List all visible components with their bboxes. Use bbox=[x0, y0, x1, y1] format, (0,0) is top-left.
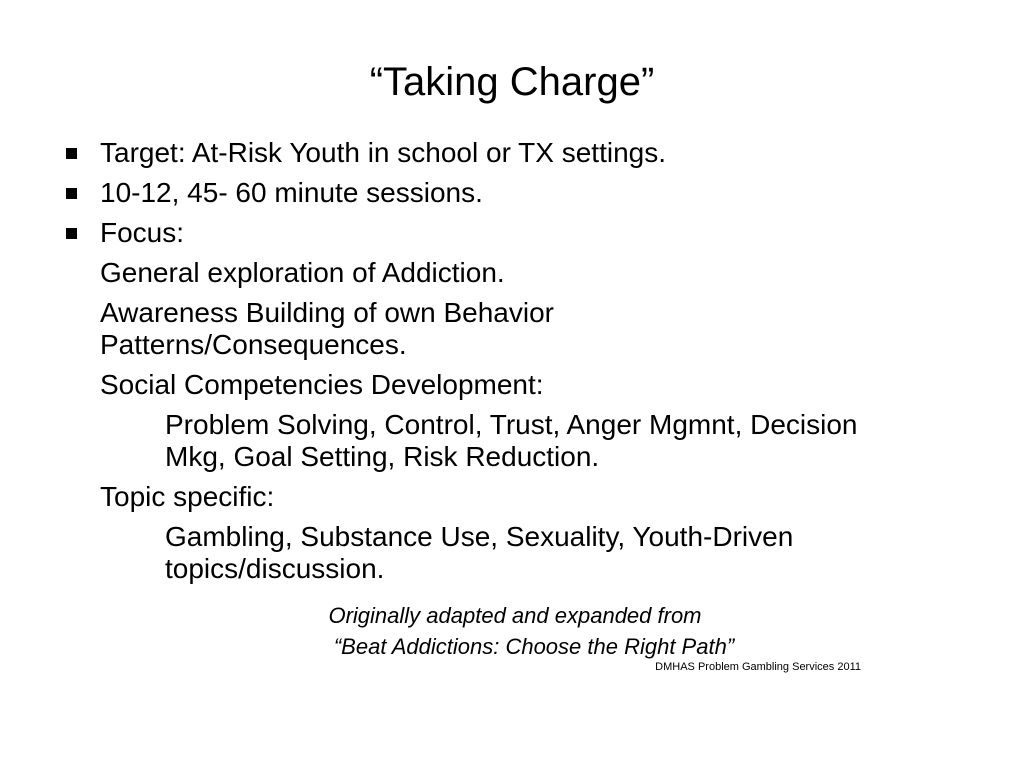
credit-line-2: “Beat Addictions: Choose the Right Path” bbox=[333, 634, 735, 659]
footer-text: DMHAS Problem Gambling Services 2011 bbox=[655, 661, 861, 673]
focus-social-detail: Problem Solving, Control, Trust, Anger Mgmnt, Decision Mkg, Goal Setting, Risk Reduction. bbox=[165, 409, 858, 472]
focus-topic: Topic specific: bbox=[100, 481, 275, 512]
focus-topic-detail: Gambling, Substance Use, Sexuality, Youth-Driven topics/discussion. bbox=[165, 521, 794, 584]
square-bullet-icon bbox=[66, 148, 77, 159]
slide-title: “Taking Charge” bbox=[369, 60, 655, 104]
bullet-sessions bbox=[66, 177, 966, 209]
credit-line-1: Originally adapted and expanded from bbox=[328, 603, 702, 628]
bullet-text: Focus: bbox=[100, 217, 185, 248]
focus-awareness: Awareness Building of own Behavior Patterns/Consequences. bbox=[100, 297, 554, 360]
slide-body bbox=[66, 137, 966, 593]
square-bullet-icon bbox=[66, 228, 77, 239]
focus-social: Social Competencies Development: bbox=[100, 369, 544, 400]
bullet-target bbox=[66, 137, 966, 169]
bullet-focus bbox=[66, 217, 966, 249]
bullet-text: 10-12, 45- 60 minute sessions. bbox=[100, 177, 483, 208]
square-bullet-icon bbox=[66, 188, 77, 199]
bullet-text: Target: At-Risk Youth in school or TX settings. bbox=[100, 137, 667, 168]
focus-general: General exploration of Addiction. bbox=[100, 257, 505, 288]
